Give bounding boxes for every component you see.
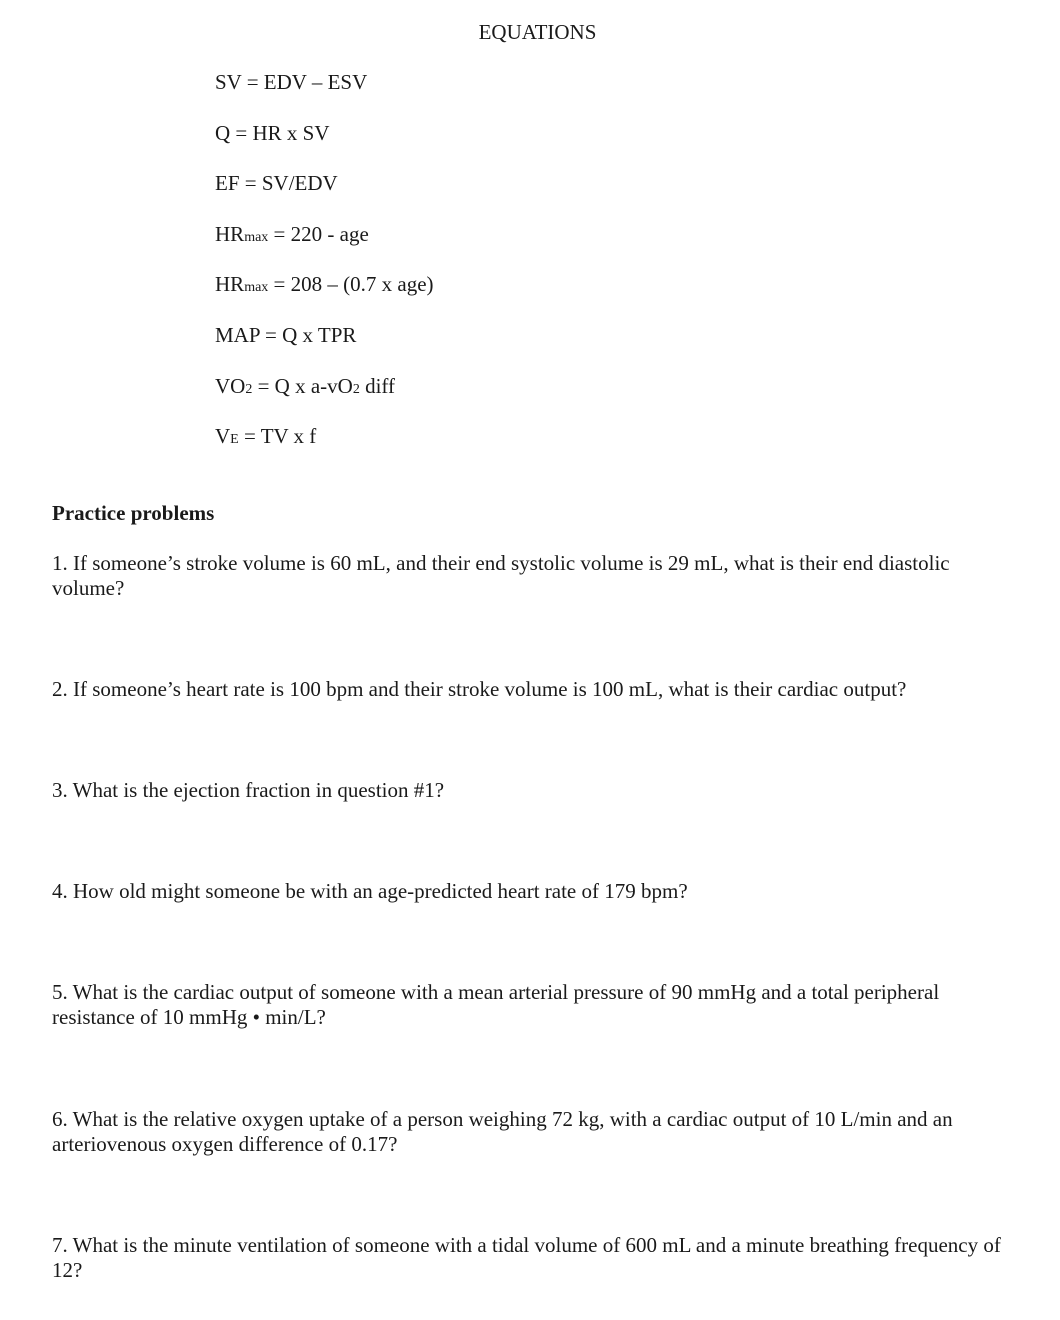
equations-list — [215, 70, 434, 475]
problem-4: 4. How old might someone be with an age-predicted heart rate of 179 bpm? — [52, 879, 688, 903]
problem-5: 5. What is the cardiac output of someone with a mean arterial pressure of 90 mmHg and a total peripheral resistance of 10 mmHg • min/L? — [52, 980, 940, 1029]
problem-1: 1. If someone’s stroke volume is 60 mL, and their end systolic volume is 29 mL, what is their end diastolic volume? — [52, 551, 950, 600]
equation-hrmax-220: HRmax = 220 - age — [215, 221, 369, 246]
equation-hrmax-208: HRmax = 208 – (0.7 x age) — [215, 272, 434, 297]
problem-2: 2. If someone’s heart rate is 100 bpm and their stroke volume is 100 mL, what is their cardiac output? — [52, 677, 907, 701]
problem-3: 3. What is the ejection fraction in question #1? — [52, 778, 445, 802]
equation-ejection-fraction: EF = SV/EDV — [215, 171, 338, 196]
page-title: EQUATIONS — [478, 20, 597, 44]
equation-map: MAP = Q x TPR — [215, 322, 357, 347]
problem-7: 7. What is the minute ventilation of someone with a tidal volume of 600 mL and a minute breathing frequency of 12? — [52, 1233, 1001, 1282]
equation-vo2: VO2 = Q x a-vO2 diff — [215, 373, 396, 398]
practice-heading: Practice problems — [52, 501, 215, 525]
problem-6: 6. What is the relative oxygen uptake of a person weighing 72 kg, with a cardiac output of 10 L/min and an arteriovenous oxygen difference of 0.17? — [52, 1107, 953, 1156]
equation-ventilation: VE = TV x f — [215, 424, 317, 449]
equation-cardiac-output: Q = HR x SV — [215, 120, 330, 145]
equation-stroke-volume: SV = EDV – ESV — [215, 70, 368, 94]
